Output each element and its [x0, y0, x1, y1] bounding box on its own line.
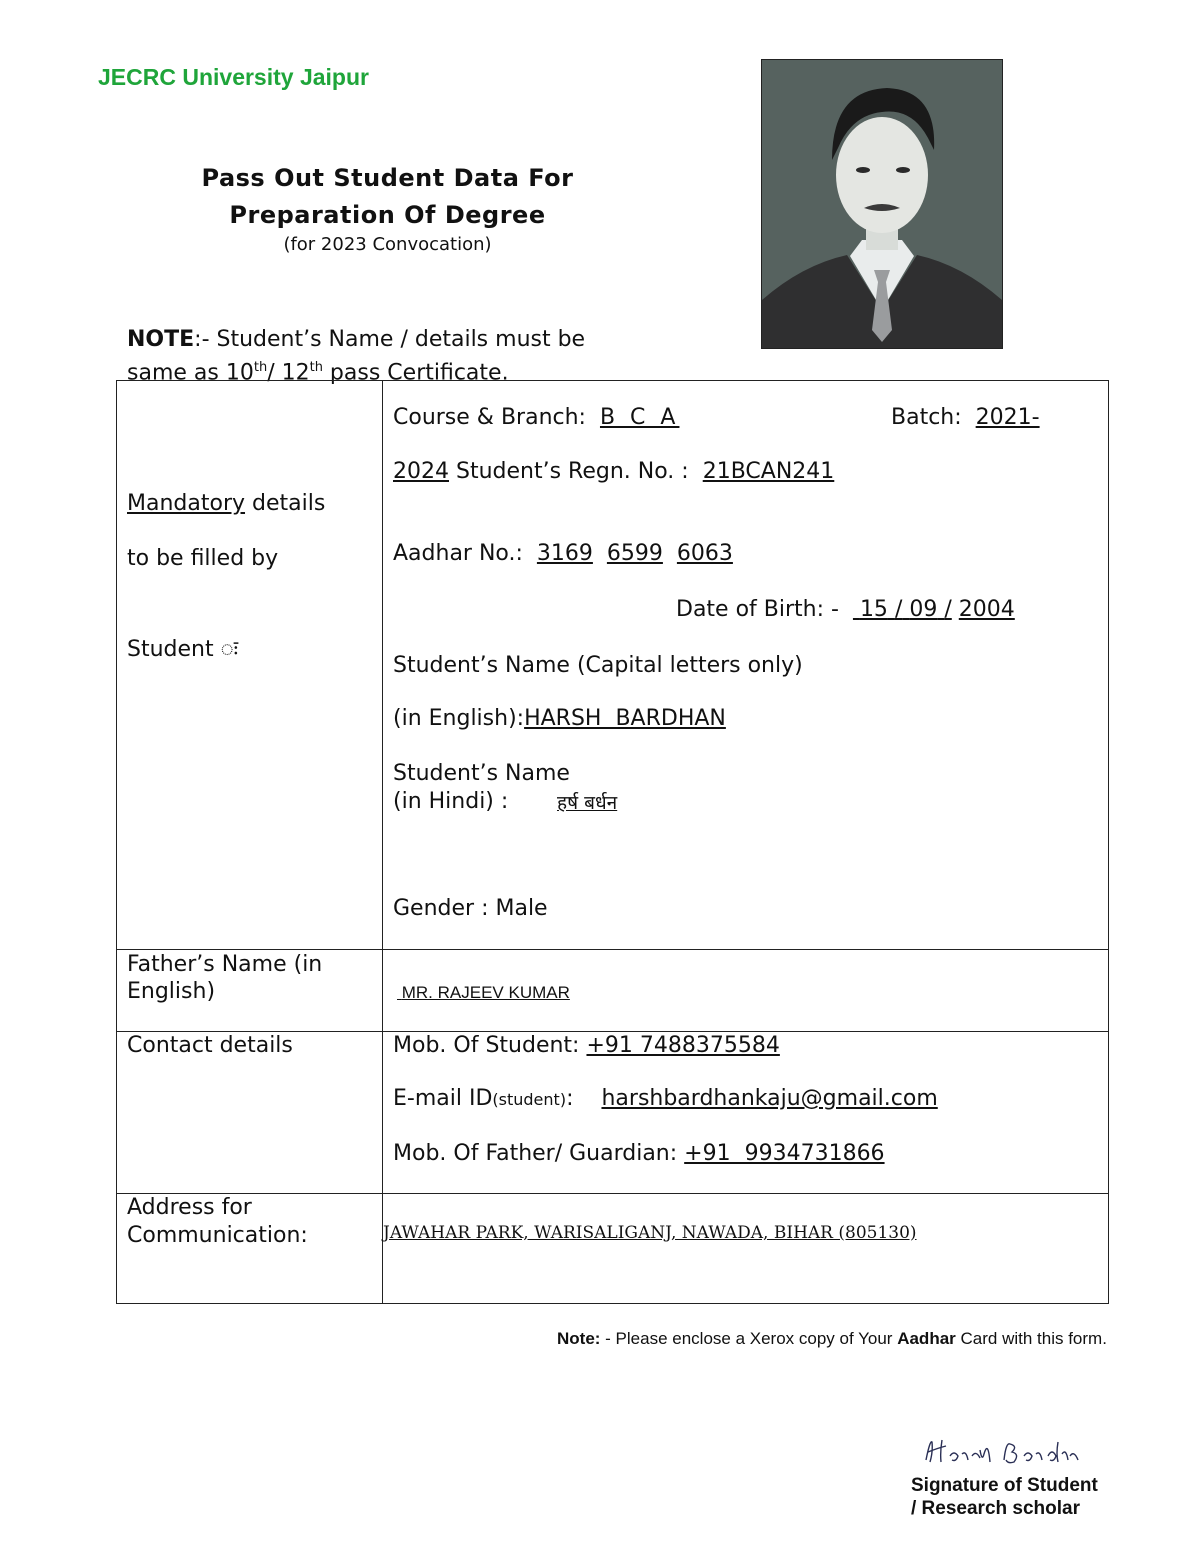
- name-caption: Student’s Name (Capital letters only): [393, 653, 803, 678]
- email-value: harshbardhankaju@gmail.com: [601, 1086, 938, 1111]
- student-mobile-value: +91 7488375584: [586, 1033, 780, 1058]
- father-label-line2: English): [127, 979, 216, 1004]
- dob-sep: /: [944, 597, 952, 622]
- gender: [393, 896, 548, 921]
- row-divider: [117, 1193, 1108, 1194]
- form-title-line2: Preparation Of Degree: [229, 201, 546, 229]
- guardian-mobile-label: Mob. Of Father/ Guardian:: [393, 1141, 678, 1166]
- devanagari-glyph: ः: [220, 637, 239, 662]
- email: [393, 1086, 938, 1111]
- father-name: MR. RAJEEV KUMAR: [401, 983, 570, 1002]
- dob-value: [853, 597, 952, 622]
- name-english-value: HARSH BARDHAN: [524, 706, 726, 731]
- signature-image: [920, 1432, 1080, 1472]
- signature-caption-line2: / Research scholar: [911, 1498, 1080, 1519]
- portrait-image: [762, 60, 1002, 348]
- course-value: B C A: [599, 405, 680, 430]
- address-label-line2: Communication:: [127, 1223, 308, 1248]
- note-text-4: pass Certificate.: [322, 360, 509, 386]
- mandatory-word: Mandatory: [127, 491, 246, 516]
- name-hindi-caption: Student’s Name: [393, 761, 570, 786]
- aadhar: [393, 541, 733, 566]
- email-label: E-mail ID: [393, 1086, 493, 1111]
- form-title-line1: Pass Out Student Data For: [201, 164, 574, 192]
- aadhar-part-1: 3169: [536, 541, 593, 566]
- note-sup-2: th: [309, 360, 323, 375]
- signature-caption: [911, 1474, 1098, 1520]
- name-hindi-label: (in Hindi) :: [393, 789, 509, 814]
- form-subtitle: (for 2023 Convocation): [283, 234, 492, 255]
- mandatory-rest: details: [245, 491, 326, 516]
- student-mobile: [393, 1033, 780, 1058]
- name-english-label: (in English):: [393, 706, 525, 731]
- footer-note-text1: - Please enclose a Xerox copy of Your: [600, 1329, 898, 1348]
- handwritten-signature: [920, 1432, 1080, 1476]
- column-divider: [382, 381, 383, 1303]
- dob-sep: /: [894, 597, 903, 622]
- address-value: JAWAHAR PARK, WARISALIGANJ, NAWADA, BIHAR (805130): [383, 1223, 917, 1243]
- regn-line: [393, 459, 834, 484]
- dob-label: Date of Birth: -: [676, 597, 839, 622]
- note-text-2: same as 10: [127, 360, 254, 386]
- course-label: Course & Branch:: [393, 405, 586, 430]
- university-name: JECRC University Jaipur: [98, 64, 369, 90]
- row-divider: [117, 949, 1108, 950]
- student-mobile-label: Mob. Of Student:: [393, 1033, 580, 1058]
- batch-value-start: 2021-: [975, 405, 1040, 430]
- batch: [891, 405, 1040, 430]
- footer-note-bold: Aadhar: [897, 1329, 956, 1348]
- note-text-1: :- Student’s Name / details must be: [194, 327, 586, 352]
- father-label-line1: Father’s Name (in: [127, 952, 323, 977]
- guardian-mobile-value: +91 9934731866: [684, 1141, 885, 1166]
- footer-note-label: Note:: [557, 1329, 601, 1348]
- batch-value-end: 2024: [393, 459, 449, 484]
- note-paragraph: [127, 326, 667, 387]
- dob-day: 15: [859, 597, 888, 622]
- footer-note-text2: Card with this form.: [955, 1329, 1107, 1348]
- name-hindi-value: हर्ष बर्धन: [557, 792, 618, 814]
- student-photo: [761, 59, 1003, 349]
- signature-caption-line1: Signature of Student: [911, 1475, 1098, 1496]
- gender-label: Gender :: [393, 896, 496, 921]
- course-branch: [393, 405, 679, 430]
- footer-note: [557, 1328, 1147, 1350]
- note-sup-1: th: [253, 360, 268, 375]
- student-word: Student: [127, 637, 214, 662]
- email-colon: :: [566, 1086, 574, 1111]
- mandatory-label-line3: [127, 633, 238, 663]
- mandatory-label-line2: to be filled by: [127, 546, 279, 571]
- regn-label: Student’s Regn. No. :: [456, 459, 689, 484]
- aadhar-part-2: 6599: [606, 541, 663, 566]
- father-value: [397, 983, 957, 1003]
- mandatory-label-line1: [127, 491, 325, 516]
- guardian-mobile: [393, 1141, 885, 1166]
- address-label-line1: Address for: [127, 1195, 252, 1220]
- dob-month: 09: [909, 597, 938, 622]
- email-small: (student): [492, 1090, 567, 1109]
- batch-label: Batch:: [891, 405, 962, 430]
- dob: [676, 597, 1015, 622]
- aadhar-label: Aadhar No.:: [393, 541, 523, 566]
- contact-label: Contact details: [127, 1033, 293, 1058]
- aadhar-part-3: 6063: [676, 541, 733, 566]
- name-english: [393, 706, 726, 731]
- row-divider: [117, 1031, 1108, 1032]
- details-table: [116, 380, 1109, 1304]
- regn-value: 21BCAN241: [702, 459, 835, 484]
- gender-value: Male: [495, 896, 548, 921]
- dob-year: 2004: [958, 597, 1015, 622]
- note-text-3: / 12: [267, 360, 310, 386]
- note-label: NOTE: [127, 327, 195, 352]
